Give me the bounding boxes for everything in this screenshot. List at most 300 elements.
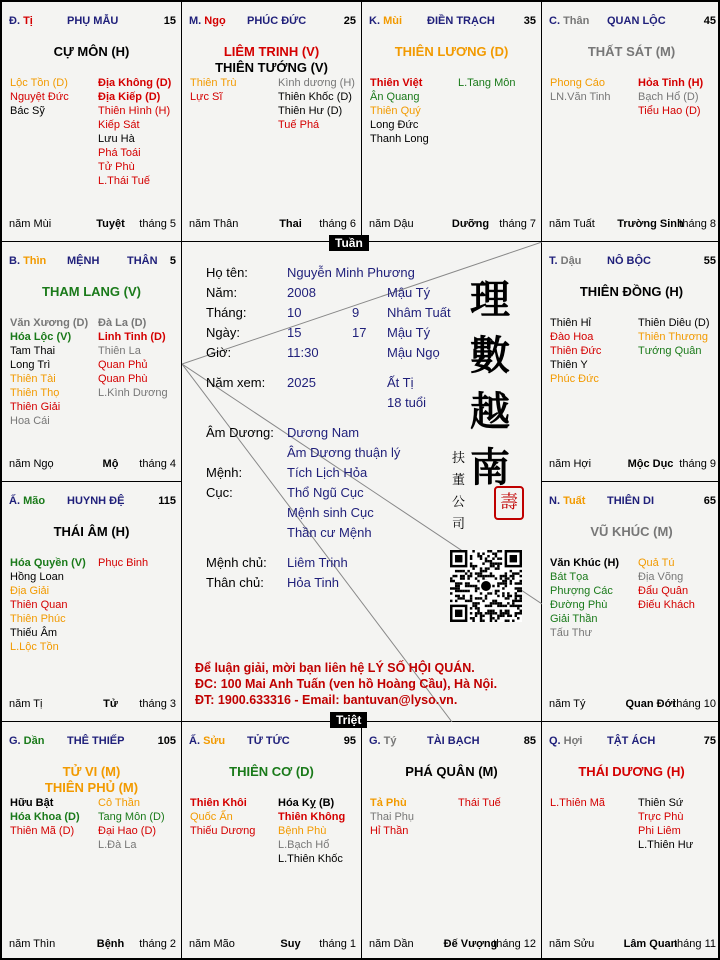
minor-star: Thiên Khốc (D) — [278, 91, 352, 103]
star-column-right — [98, 796, 182, 852]
palace-footer — [369, 218, 536, 231]
tuoi: 18 tuổi — [387, 395, 427, 410]
palace-stem: Q. Hợi — [549, 735, 583, 747]
palace-footer — [549, 698, 716, 711]
minor-star: Giải Thần — [550, 613, 598, 625]
minor-star: Bác Sỹ — [10, 105, 45, 117]
palace-stem: Đ. Tị — [9, 15, 33, 27]
minor-star: Bệnh Phù — [278, 825, 327, 837]
main-stars — [362, 764, 541, 780]
thang-can: Nhâm Tuất — [387, 305, 451, 320]
calligraphy-char: 南 — [470, 444, 510, 491]
minor-star: Cô Thần — [98, 797, 140, 809]
nam-xem-label: Năm xem: — [206, 375, 266, 390]
minor-star: Phượng Các — [550, 585, 613, 597]
minor-star: Thái Tuế — [458, 797, 501, 809]
palace-header — [189, 15, 356, 29]
qr-code[interactable] — [450, 550, 522, 622]
minor-star: Thiên Quan — [10, 599, 68, 611]
main-star: VŨ KHÚC (M) — [590, 524, 673, 539]
footer-month: tháng 11 — [673, 938, 716, 950]
minor-star: Phúc Đức — [550, 373, 599, 385]
palace-footer — [549, 458, 716, 471]
minor-star: Hóa Lộc (V) — [10, 331, 72, 343]
ho-ten-label: Họ tên: — [206, 265, 248, 280]
calligraphy-text — [470, 272, 510, 496]
minor-star: Phi Liêm — [638, 825, 681, 837]
palace-name: THÊ THIẾP — [67, 735, 125, 747]
palace-footer — [549, 218, 716, 231]
minor-star: L.Đà La — [98, 839, 137, 851]
main-stars — [2, 44, 181, 60]
minor-star: Quan Phù — [98, 373, 148, 385]
footer-month: tháng 3 — [139, 698, 176, 710]
main-stars — [542, 284, 720, 300]
footer-month: tháng 10 — [673, 698, 716, 710]
palace-footer — [549, 938, 716, 951]
minor-star: Thiên Thọ — [10, 387, 60, 399]
star-column-right — [98, 76, 182, 188]
footer-month: tháng 2 — [139, 938, 176, 950]
contact-line: Để luận giải, mời bạn liên hệ LÝ SỐ HỘI QUÁN. — [195, 661, 475, 675]
star-column-left — [370, 76, 456, 146]
palace-name: ĐIỀN TRẠCH — [427, 15, 495, 27]
seal-small-text — [452, 448, 465, 536]
star-column-left — [10, 76, 96, 118]
gio-label: Giờ: — [206, 345, 232, 360]
red-stamp: 壽 — [494, 486, 524, 520]
am-duong-note: Âm Dương thuận lý — [287, 445, 401, 460]
seal-small-char: 公 — [452, 495, 466, 510]
palace-number: 15 — [163, 15, 176, 27]
gio-value: 11:30 — [287, 345, 319, 360]
minor-star: Văn Xương (D) — [10, 317, 89, 329]
main-star: THẤT SÁT (M) — [587, 44, 676, 59]
star-column-right — [278, 796, 362, 866]
minor-star: Long Trì — [10, 359, 51, 371]
main-stars — [2, 284, 181, 300]
main-stars — [2, 524, 181, 540]
cuc-value: Thổ Ngũ Cục — [287, 485, 364, 500]
footer-year: năm Thìn — [9, 938, 56, 950]
minor-star: Tuế Phá — [278, 119, 320, 131]
footer-truong-sinh: Mộ — [102, 458, 119, 470]
palace-stem: N. Tuất — [549, 495, 586, 507]
main-star: TỬ VI (M) — [62, 764, 121, 779]
minor-star: Thiên Quý — [370, 105, 421, 117]
seal-small-char: 司 — [452, 517, 466, 532]
minor-star: L.Bạch Hổ — [278, 839, 330, 851]
footer-truong-sinh: Mộc Dục — [627, 458, 674, 470]
ngay-can: Mậu Tý — [387, 325, 431, 340]
minor-star: Phong Cáo — [550, 77, 606, 89]
minor-star: Hoa Cái — [10, 415, 50, 427]
palace-cell[interactable] — [362, 2, 542, 242]
star-column-right — [638, 556, 720, 612]
footer-truong-sinh: Quan Đới — [625, 698, 676, 710]
star-column-right — [458, 796, 542, 810]
palace-stem: T. Dậu — [549, 255, 582, 267]
palace-header — [369, 735, 536, 749]
ho-ten-value: Nguyễn Minh Phương — [287, 265, 415, 280]
minor-star: Hóa Khoa (D) — [10, 811, 80, 823]
ngay-label: Ngày: — [206, 325, 240, 340]
palace-cell[interactable] — [2, 2, 182, 242]
footer-month: tháng 6 — [319, 218, 356, 230]
footer-year: năm Mùi — [9, 218, 52, 230]
minor-star: Văn Khúc (H) — [550, 557, 620, 569]
footer-year: năm Hợi — [549, 458, 592, 470]
palace-name: TÀI BẠCH — [427, 735, 480, 747]
cuc-label: Cục: — [206, 485, 233, 500]
minor-star: Địa Không (D) — [98, 77, 172, 89]
menh-label: Mệnh: — [206, 465, 243, 480]
palace-footer — [9, 698, 176, 711]
minor-star: Thiên Việt — [370, 77, 423, 89]
thang-value: 10 — [287, 305, 302, 320]
star-column-left — [550, 76, 636, 104]
footer-truong-sinh: Trường Sinh — [617, 218, 684, 230]
triet-label: Triệt — [330, 712, 367, 728]
minor-star: Thiếu Âm — [10, 627, 58, 639]
palace-number: 5 — [169, 255, 176, 267]
palace-cell[interactable] — [542, 2, 720, 242]
than-cu-note: Thần cư Mệnh — [287, 525, 372, 540]
palace-cell[interactable] — [542, 242, 720, 482]
palace-stem: G. Tý — [369, 735, 397, 747]
footer-year: năm Dậu — [369, 218, 414, 230]
main-stars — [2, 764, 181, 796]
minor-star: Tiểu Hao (D) — [638, 105, 701, 117]
minor-star: LN.Văn Tinh — [550, 91, 611, 103]
palace-name: TẬT ÁCH — [607, 735, 656, 747]
minor-star: Kiếp Sát — [98, 119, 140, 131]
minor-star: Đẩu Quân — [638, 585, 689, 597]
nam-xem-value: 2025 — [287, 375, 316, 390]
thang-label: Tháng: — [206, 305, 247, 320]
seal-small-char: 扶 — [452, 451, 466, 466]
palace-footer — [9, 218, 176, 231]
palace-number: 25 — [343, 15, 356, 27]
minor-star: Hữu Bật — [10, 797, 54, 809]
minor-star: Hóa Quyền (V) — [10, 557, 86, 569]
minor-star: Thiên Diêu (D) — [638, 317, 710, 329]
minor-star: Thiên Không — [278, 811, 346, 823]
minor-star: Thiên Hỉ — [550, 317, 591, 329]
star-column-left — [190, 796, 276, 838]
minor-star: Thiên Giải — [10, 401, 61, 413]
palace-number: 35 — [523, 15, 536, 27]
footer-truong-sinh: Tuyệt — [96, 218, 125, 230]
footer-month: tháng 5 — [139, 218, 176, 230]
main-star: THÁI DƯƠNG (H) — [578, 764, 685, 779]
minor-star: Tướng Quân — [638, 345, 702, 357]
than-marker: THÂN — [127, 255, 158, 267]
palace-name: THIÊN DI — [607, 495, 655, 507]
calligraphy-char: 數 — [470, 332, 510, 379]
palace-stem: Ấ. Sửu — [189, 735, 226, 747]
minor-star: Tang Môn (D) — [98, 811, 165, 823]
nam-label: Năm: — [206, 285, 238, 300]
minor-star: Thiên Thương — [638, 331, 709, 343]
minor-star: Quốc Ấn — [190, 811, 233, 823]
palace-footer — [189, 218, 356, 231]
minor-star: Đà La (D) — [98, 317, 147, 329]
minor-star: L.Thái Tuế — [98, 175, 150, 187]
palace-header — [9, 15, 176, 29]
menh-value: Tích Lịch Hỏa — [287, 465, 368, 480]
minor-star: Thiên Hư (D) — [278, 105, 343, 117]
footer-truong-sinh: Dưỡng — [451, 218, 490, 230]
star-column-right — [278, 76, 362, 132]
palace-stem: Ấ. Mão — [9, 495, 46, 507]
minor-star: Phá Toái — [98, 147, 141, 159]
footer-truong-sinh: Suy — [280, 938, 301, 950]
palace-number: 65 — [703, 495, 716, 507]
footer-truong-sinh: Bệnh — [96, 938, 125, 950]
minor-star: L.Thiên Khốc — [278, 853, 343, 865]
minor-star: Thiên Hình (H) — [98, 105, 171, 117]
footer-truong-sinh: Tử — [103, 698, 118, 710]
footer-year: năm Dần — [369, 938, 414, 950]
minor-star: Linh Tinh (D) — [98, 331, 166, 343]
star-column-left — [550, 796, 636, 810]
palace-cell[interactable] — [2, 482, 182, 722]
nam-xem-can: Ất Tị — [387, 375, 414, 390]
star-column-left — [190, 76, 276, 104]
minor-star: Long Đức — [370, 119, 419, 131]
palace-footer — [9, 458, 176, 471]
palace-cell[interactable] — [362, 722, 542, 960]
star-column-right — [638, 796, 720, 852]
minor-star: Đào Hoa — [550, 331, 594, 343]
am-duong-label: Âm Dương: — [206, 425, 274, 440]
footer-year: năm Thân — [189, 218, 239, 230]
minor-star: Lực Sĩ — [190, 91, 223, 103]
palace-cell[interactable] — [2, 242, 182, 482]
star-column-left — [10, 316, 96, 428]
tuan-label: Tuần — [329, 235, 369, 251]
star-column-left — [10, 796, 96, 838]
star-column-left — [370, 796, 456, 838]
minor-star: Phục Binh — [98, 557, 149, 569]
minor-star: Quả Tú — [638, 557, 675, 569]
minor-star: Tử Phù — [98, 161, 135, 173]
minor-star: Hồng Loan — [10, 571, 64, 583]
minor-star: Bát Tọa — [550, 571, 589, 583]
seal-small-char: 董 — [452, 473, 466, 488]
main-star: PHÁ QUÂN (M) — [405, 764, 498, 779]
minor-star: L.Lộc Tồn — [10, 641, 59, 653]
minor-star: Thiên Đức — [550, 345, 602, 357]
palace-stem: G. Dần — [9, 735, 45, 747]
palace-header — [549, 735, 716, 749]
palace-cell[interactable] — [542, 482, 720, 722]
am-duong-value: Dương Nam — [287, 425, 360, 440]
minor-star: Tả Phù — [370, 797, 407, 809]
minor-star: L.Tang Môn — [458, 77, 516, 89]
star-column-left — [550, 316, 636, 386]
palace-number: 85 — [523, 735, 536, 747]
minor-star: Ân Quang — [370, 91, 420, 103]
minor-star: Thiên Sứ — [638, 797, 684, 809]
minor-star: L.Thiên Mã — [550, 797, 606, 809]
palace-name: MỆNH — [67, 255, 100, 267]
minor-star: Hỏa Tinh (H) — [638, 77, 704, 89]
footer-month: tháng 12 — [493, 938, 536, 950]
footer-truong-sinh: Lâm Quan — [623, 938, 678, 950]
main-stars — [182, 44, 361, 76]
nam-value: 2008 — [287, 285, 316, 300]
menh-chu-value: Liêm Trinh — [287, 555, 348, 570]
main-star: THIÊN PHỦ (M) — [44, 780, 139, 795]
minor-star: Đại Hao (D) — [98, 825, 157, 837]
main-star: THIÊN TƯỚNG (V) — [215, 60, 328, 75]
footer-month: tháng 7 — [499, 218, 536, 230]
minor-star: Đường Phù — [550, 599, 608, 611]
palace-header — [549, 15, 716, 29]
footer-year: năm Mão — [189, 938, 235, 950]
palace-number: 105 — [157, 735, 176, 747]
palace-name: PHỤ MẪU — [67, 15, 119, 27]
minor-star: Hỉ Thần — [370, 825, 409, 837]
main-star: THÁI ÂM (H) — [53, 524, 130, 539]
minor-star: Nguyệt Đức — [10, 91, 69, 103]
minor-star: Thiên Trù — [190, 77, 237, 89]
minor-star: Tấu Thư — [550, 627, 593, 639]
minor-star: Địa Giải — [10, 585, 50, 597]
palace-header — [549, 495, 716, 509]
palace-cell[interactable] — [542, 722, 720, 960]
phone-email-line[interactable]: ĐT: 1900.633316 - Email: bantuvan@lyso.vn. — [195, 693, 458, 707]
footer-truong-sinh: Thai — [279, 218, 302, 230]
minor-star: L.Kình Dương — [98, 387, 168, 399]
minor-star: Thiếu Dương — [190, 825, 256, 837]
palace-stem: M. Ngọ — [189, 15, 226, 27]
main-star: THIÊN ĐỒNG (H) — [579, 284, 684, 299]
menh-chu-label: Mệnh chủ: — [206, 555, 267, 570]
minor-star: Quan Phủ — [98, 359, 148, 371]
minor-star: Kình dương (H) — [278, 77, 355, 89]
minor-star: Thiên Phúc — [10, 613, 66, 625]
palace-footer — [189, 938, 356, 951]
minor-star: Thiên Y — [550, 359, 588, 371]
ngay-value: 15 — [287, 325, 302, 340]
footer-year: năm Tý — [549, 698, 586, 710]
minor-star: Thiên La — [98, 345, 141, 357]
star-column-left — [550, 556, 636, 640]
thang-am: 9 — [352, 305, 360, 320]
ngay-am: 17 — [352, 325, 367, 340]
minor-star: Địa Kiếp (D) — [98, 91, 161, 103]
address-line: ĐC: 100 Mai Anh Tuấn (ven hồ Hoàng Cầu), Hà Nội. — [195, 677, 498, 691]
minor-star: Thiên Khôi — [190, 797, 247, 809]
footer-month: tháng 8 — [679, 218, 716, 230]
than-chu-label: Thân chủ: — [206, 575, 264, 590]
palace-name: PHÚC ĐỨC — [247, 15, 307, 27]
than-chu-value: Hỏa Tinh — [287, 575, 340, 590]
minor-star: Hóa Kỵ (B) — [278, 797, 335, 809]
calligraphy-char: 越 — [470, 388, 510, 435]
minor-star: Thiên Mã (D) — [10, 825, 75, 837]
minor-star: Điếu Khách — [638, 599, 695, 611]
footer-year: năm Sửu — [549, 938, 595, 950]
palace-header — [549, 255, 716, 269]
palace-number: 45 — [703, 15, 716, 27]
palace-number: 55 — [703, 255, 716, 267]
main-star: CỰ MÔN (H) — [53, 44, 130, 59]
minor-star: Địa Võng — [638, 571, 684, 583]
star-column-left — [10, 556, 96, 654]
minor-star: Lưu Hà — [98, 133, 135, 145]
calligraphy-char: 理 — [470, 276, 510, 323]
main-stars — [362, 44, 541, 60]
palace-footer — [369, 938, 536, 951]
minor-star: L.Thiên Hư — [638, 839, 694, 851]
palace-number: 75 — [703, 735, 716, 747]
footer-month: tháng 1 — [319, 938, 356, 950]
minor-star: Lộc Tồn (D) — [10, 77, 68, 89]
main-star: THAM LANG (V) — [42, 284, 141, 299]
main-star: THIÊN LƯƠNG (D) — [394, 44, 509, 59]
star-column-right — [98, 316, 182, 400]
palace-header — [9, 255, 176, 269]
minor-star: Thiên Tài — [10, 373, 56, 385]
main-star: THIÊN CƠ (D) — [229, 764, 314, 779]
palace-name: QUAN LỘC — [607, 15, 666, 27]
footer-year: năm Tuất — [549, 218, 595, 230]
palace-footer — [9, 938, 176, 951]
star-column-right — [638, 76, 720, 118]
palace-cell[interactable] — [2, 722, 182, 960]
footer-year: năm Ngọ — [9, 458, 54, 470]
minor-star: Tam Thai — [10, 345, 56, 357]
palace-number: 95 — [343, 735, 356, 747]
palace-number: 115 — [158, 495, 176, 507]
main-stars — [542, 764, 720, 780]
contact-block — [195, 660, 535, 708]
palace-cell[interactable] — [182, 722, 362, 960]
palace-cell[interactable] — [182, 2, 362, 242]
nam-can: Mậu Tý — [387, 285, 431, 300]
palace-header — [369, 15, 536, 29]
palace-header — [9, 735, 176, 749]
footer-truong-sinh: Đế Vượng — [443, 938, 498, 950]
footer-month: tháng 4 — [139, 458, 176, 470]
palace-stem: K. Mùi — [369, 15, 403, 27]
palace-header — [9, 495, 176, 509]
palace-stem: C. Thân — [549, 15, 590, 27]
palace-name: HUYNH ĐỆ — [67, 495, 125, 507]
minor-star: Thanh Long — [370, 133, 429, 145]
palace-name: NÔ BỘC — [607, 255, 651, 267]
footer-year: năm Tị — [9, 698, 43, 710]
main-stars — [182, 764, 361, 780]
minor-star: Thai Phụ — [370, 811, 415, 823]
main-stars — [542, 44, 720, 60]
calligraphy-seal — [452, 272, 532, 532]
star-column-right — [638, 316, 720, 358]
star-column-right — [98, 556, 182, 570]
minor-star: Trực Phù — [638, 811, 684, 823]
cuc-note: Mệnh sinh Cục — [287, 505, 374, 520]
palace-name: TỬ TỨC — [247, 735, 290, 747]
main-star: LIÊM TRINH (V) — [223, 44, 320, 59]
palace-stem: B. Thìn — [9, 255, 47, 267]
palace-header — [189, 735, 356, 749]
main-stars — [542, 524, 720, 540]
gio-can: Mậu Ngọ — [387, 345, 440, 360]
